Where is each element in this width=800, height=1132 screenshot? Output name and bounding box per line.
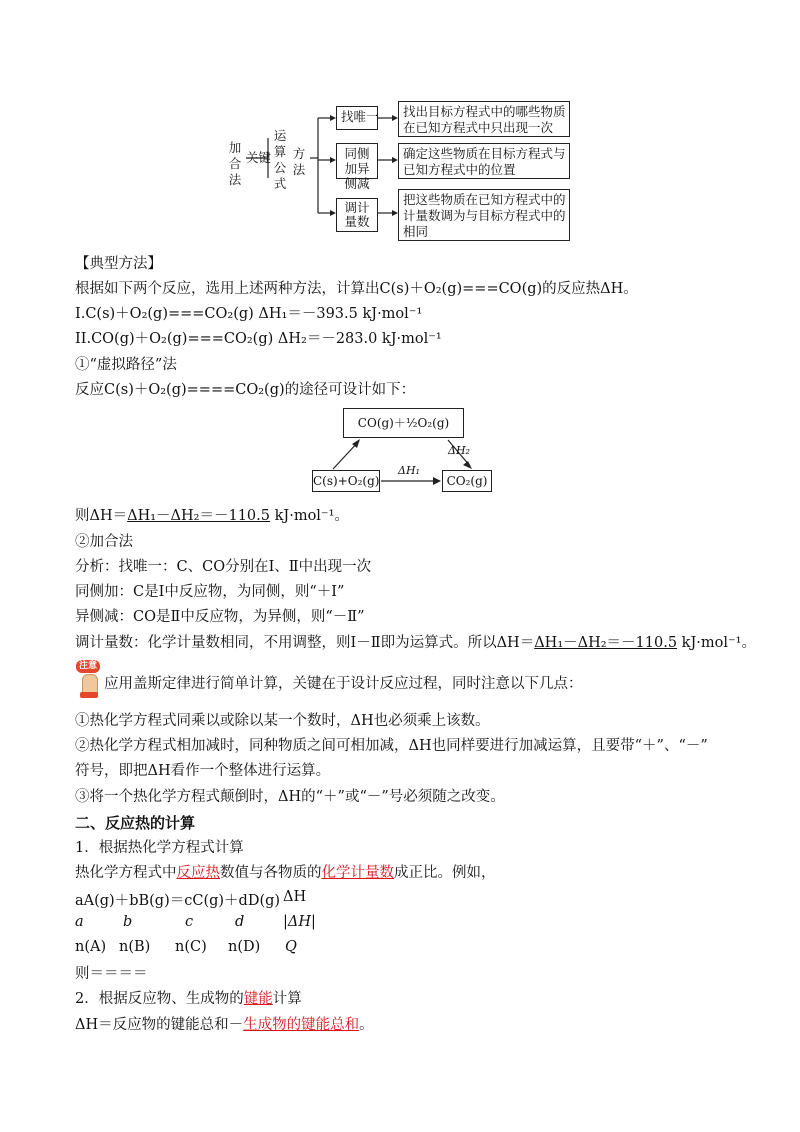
flow-root: 加合法	[228, 140, 242, 187]
coef-dh: |ΔH|	[283, 914, 316, 930]
method2-title: ②加合法	[75, 534, 133, 550]
flow-item-label-1: 找唯一	[336, 106, 378, 130]
flow-desc-line: 找出目标方程式中的哪些物质	[403, 104, 566, 119]
diagram-dh2-label: ΔH₂	[448, 444, 470, 457]
diagram-right-box: CO₂(g)	[442, 470, 492, 492]
note-point-1: ①热化学方程式同乘以或除以某一个数时，ΔH也必须乘上该数。	[75, 713, 490, 729]
method2-same-side: 同侧加：C是Ⅰ中反应物，为同侧，则“＋Ⅰ”	[75, 584, 345, 600]
method1-desc: 反应C(s)＋O₂(g)====CO₂(g)的途径可设计如下：	[75, 382, 416, 398]
diagram-arrows	[0, 0, 800, 520]
result-prefix: 则ΔH＝	[75, 508, 128, 524]
adjust-unit: kJ·mol⁻¹。	[677, 635, 756, 651]
equation-general	[75, 889, 475, 909]
note-text: 应用盖斯定律进行简单计算，关键在于设计反应过程，同时注意以下几点：	[104, 676, 583, 692]
flow-method-col: 运算公式	[273, 128, 287, 191]
hand-cuff-icon	[80, 692, 98, 698]
note-point-2a: ②热化学方程式相加减时，同种物质之间可相加减，ΔH也同样要进行加减运算，且要带“＋”、“－”	[75, 738, 708, 754]
method2-analysis: 分析：找唯一：C、CO分别在Ⅰ、Ⅱ中出现一次	[75, 559, 372, 575]
method1-title: ①“虚拟路径”法	[75, 357, 177, 373]
diagram-dh1-label: ΔH₁	[398, 464, 420, 477]
adjust-prefix: 调计量数：化学计量数相同，不用调整，则Ⅰ－Ⅱ即为运算式。所以ΔH＝	[75, 635, 535, 651]
coef-c: c	[185, 914, 194, 930]
section-2-desc-1	[75, 863, 496, 883]
coefficient-row	[75, 914, 475, 934]
mole-row	[75, 939, 475, 959]
method2-diff-side: 异侧减：CO是Ⅱ中反应物，为异侧，则“－Ⅱ”	[75, 609, 365, 625]
highlight-coefficient: 化学计量数	[321, 865, 394, 881]
coef-d: d	[235, 914, 245, 930]
flow-desc-line: 计量数调为与目标方程式中的	[403, 208, 566, 223]
flow-desc-line: 把这些物质在已知方程式中的	[403, 192, 566, 207]
flow-item-label-3: 调计量数	[336, 198, 378, 232]
section-2-desc-2	[75, 1015, 374, 1035]
adjust-expression: ΔH₁－ΔH₂＝－110.5	[534, 635, 678, 651]
note-point-3: ③将一个热化学方程式颠倒时，ΔH的“＋”或“－”号必须随之改变。	[75, 789, 505, 805]
desc-text: 数值与各物质的	[220, 865, 322, 881]
diagram-top-box: CO(g)＋½O₂(g)	[343, 408, 464, 438]
general-dh: ΔH	[283, 889, 307, 905]
flow-desc-line: 已知方程式中的位置	[403, 162, 516, 177]
desc2-text: ΔH＝反应物的键能总和－	[75, 1017, 244, 1033]
n-d: n(D)	[228, 939, 261, 955]
result-expression: ΔH₁－ΔH₂＝－110.5	[127, 508, 270, 524]
n-b: n(B)	[119, 939, 151, 955]
flow-desc-line: 在已知方程式中只出现一次	[403, 120, 554, 135]
method2-adjust	[75, 633, 756, 653]
section-2-title: 二、反应热的计算	[75, 814, 196, 832]
highlight-reaction-heat: 反应热	[176, 865, 220, 881]
result-unit: kJ·mol⁻¹。	[270, 508, 349, 524]
highlight-bond-energy: 键能	[243, 991, 273, 1007]
sub2-text: 2．根据反应物、生成物的	[75, 991, 244, 1007]
flow-key: 关键	[246, 150, 272, 165]
desc2-text: 。	[359, 1017, 374, 1033]
n-a: n(A)	[75, 939, 107, 955]
n-c: n(C)	[175, 939, 207, 955]
flow-item-label-2: 同侧加异侧减	[336, 143, 378, 179]
sub2-text: 计算	[272, 991, 302, 1007]
section-2-then: 则＝＝＝＝	[75, 966, 148, 982]
flow-desc-line: 确定这些物质在目标方程式与	[403, 146, 566, 161]
note-point-2b: 符号，即把ΔH看作一个整体进行运算。	[75, 763, 331, 779]
section-2-sub-2	[75, 989, 302, 1009]
equation-2: II.CO(g)＋O₂(g)===CO₂(g) ΔH₂＝－283.0 kJ·mol⁻¹	[75, 331, 442, 347]
note-badge: 注意	[76, 660, 100, 673]
typical-intro: 根据如下两个反应，选用上述两种方法，计算出C(s)＋O₂(g)===CO(g)的反应热ΔH。	[75, 281, 638, 297]
equation-1: I.C(s)＋O₂(g)===CO₂(g) ΔH₁＝－393.5 kJ·mol⁻¹	[75, 306, 423, 322]
n-q: Q	[285, 939, 297, 955]
coef-b: b	[123, 914, 133, 930]
method1-result	[75, 506, 349, 526]
flow-method: 方法	[292, 146, 306, 177]
flow-desc-line: 相同	[403, 224, 429, 239]
desc-text: 热化学方程式中	[75, 865, 177, 881]
note-icon	[74, 660, 104, 700]
general-equation: aA(g)＋bB(g)＝cC(g)＋dD(g)	[75, 893, 281, 909]
diagram-left-box: C(s)+O₂(g)	[312, 470, 380, 492]
highlight-product-bond-energy: 生成物的键能总和	[243, 1017, 360, 1033]
section-2-sub-1: 1．根据热化学方程式计算	[75, 840, 244, 856]
desc-text: 成正比。例如，	[394, 865, 496, 881]
coef-a: a	[75, 914, 84, 930]
typical-heading: 【典型方法】	[75, 256, 162, 272]
